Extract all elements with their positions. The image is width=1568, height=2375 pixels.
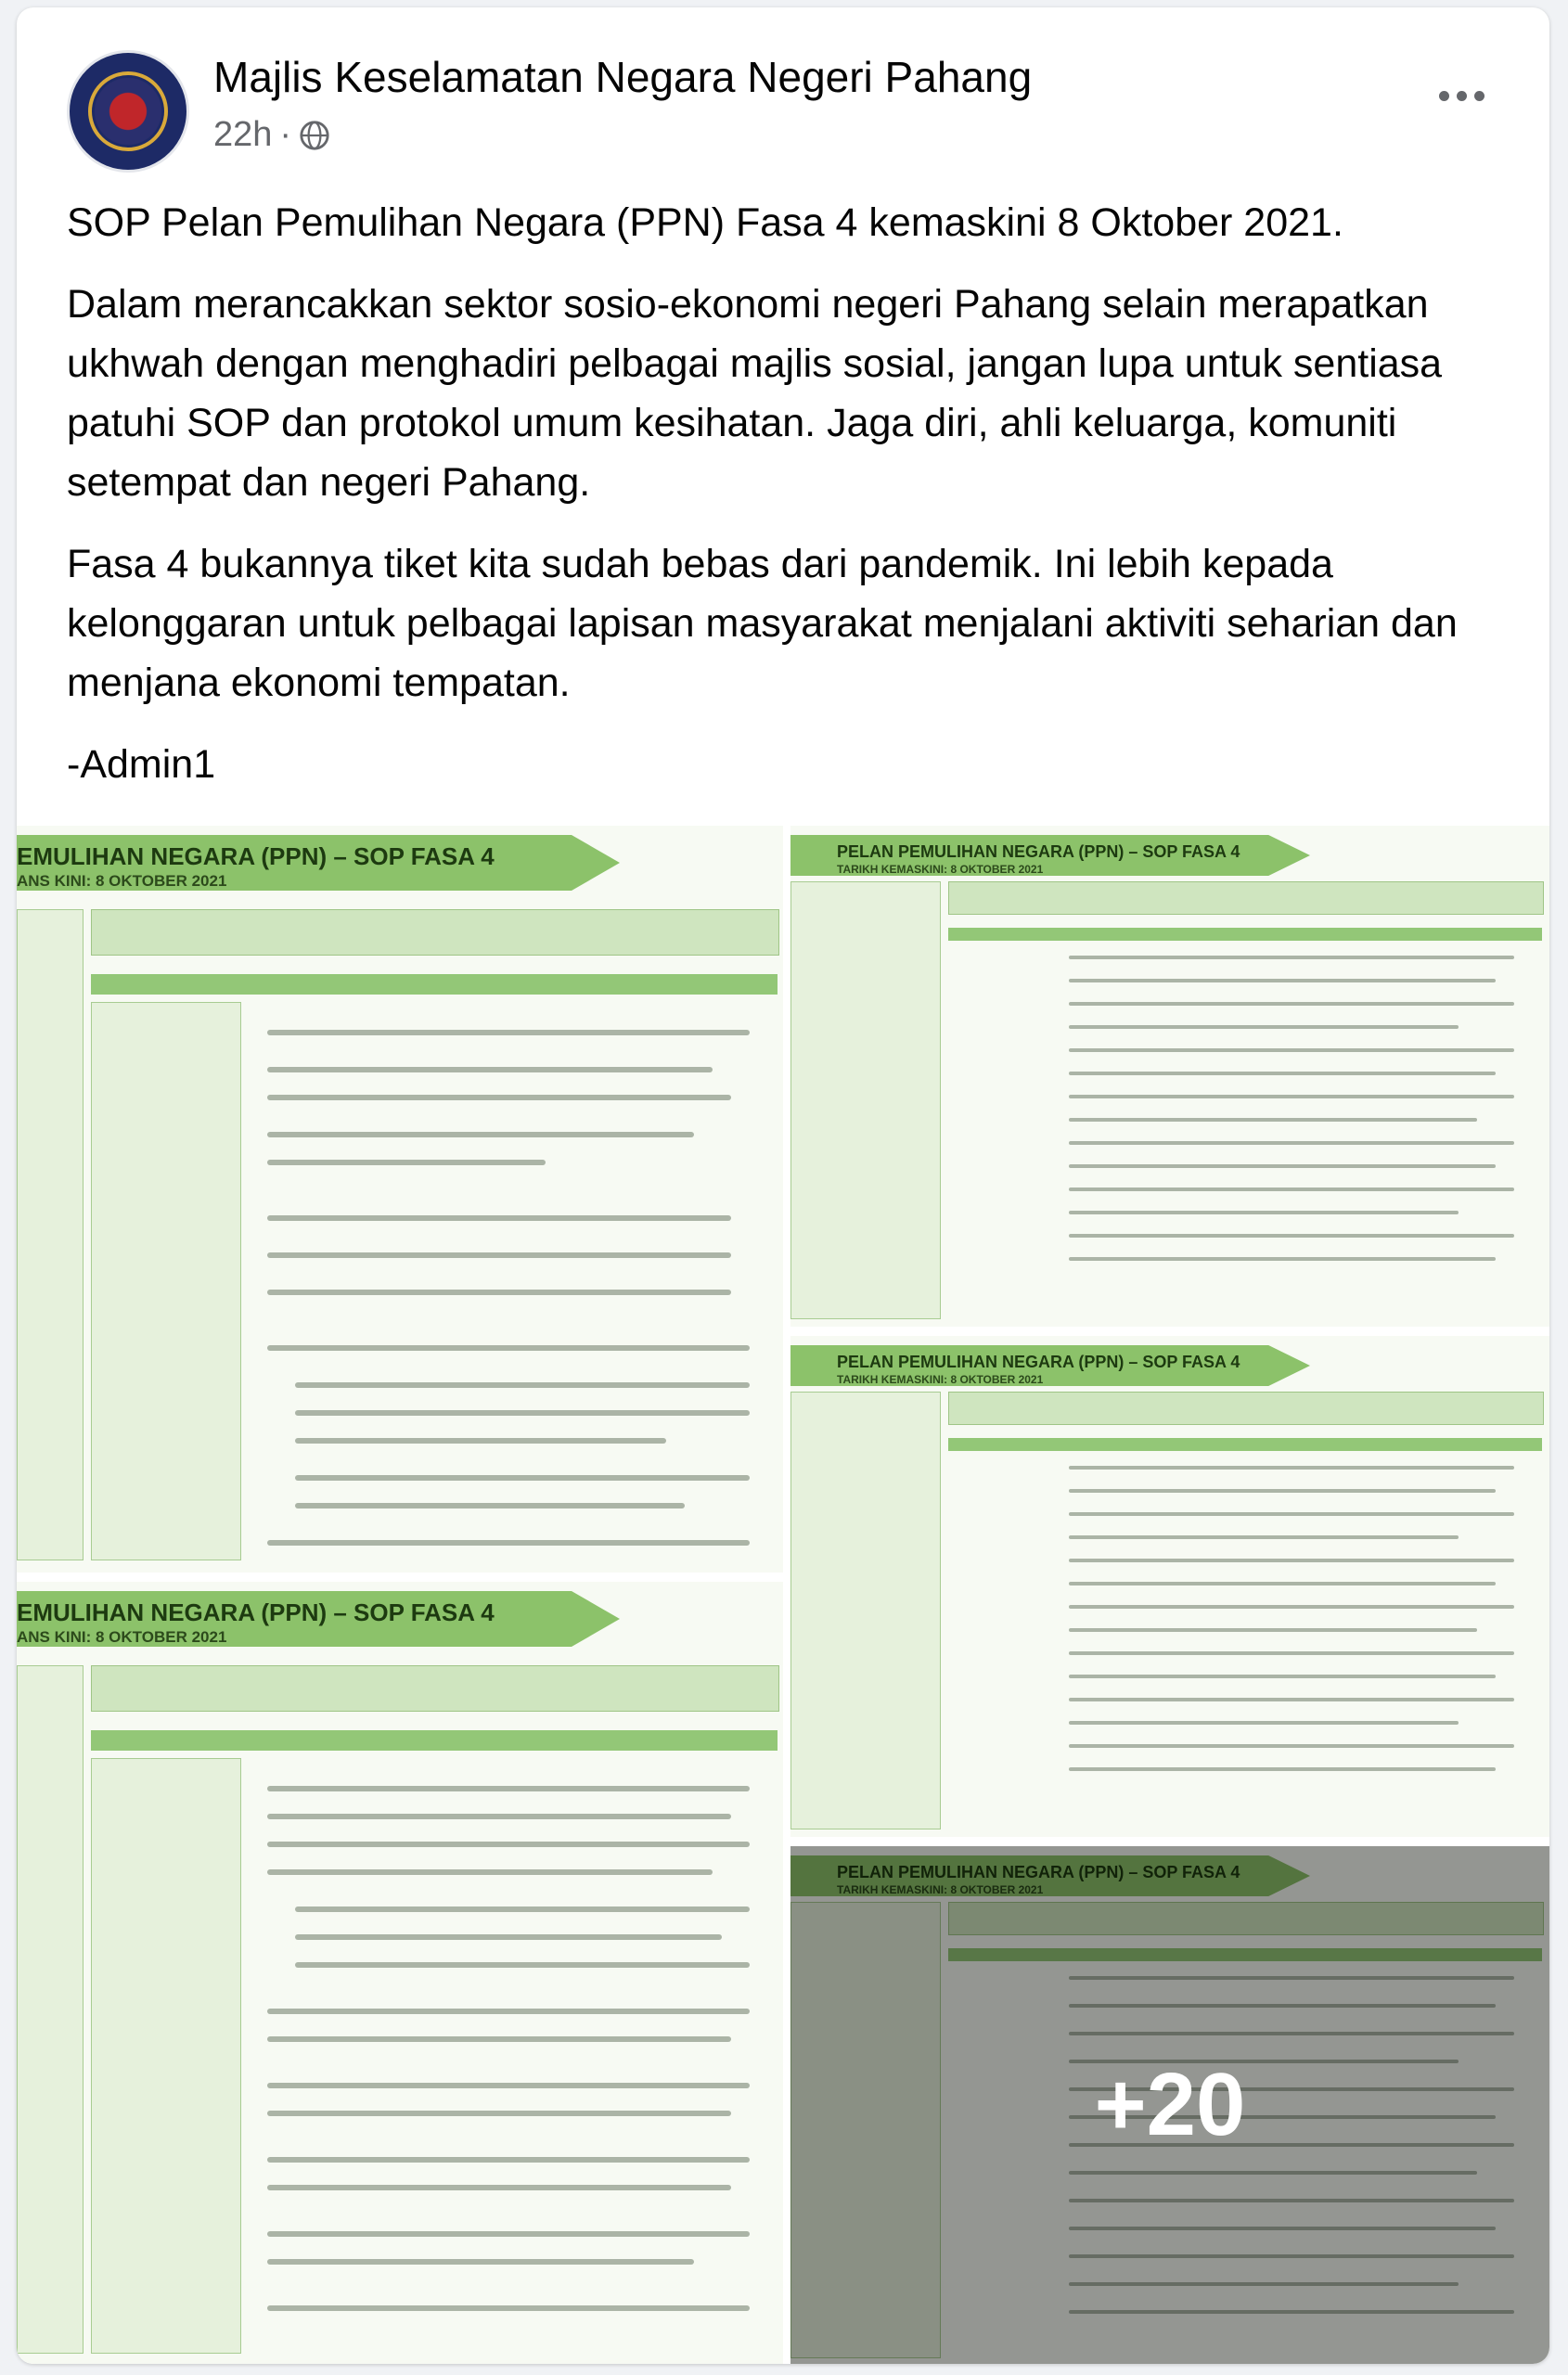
doc-line [267, 2157, 750, 2163]
doc-line [267, 2231, 750, 2237]
doc-line [1069, 1048, 1514, 1052]
doc-subtitle: ANS KINI: 8 OKTOBER 2021 [17, 1628, 227, 1646]
doc-subtitle: TARIKH KEMASKINI: 8 OKTOBER 2021 [837, 1373, 1044, 1386]
doc-line [1069, 1257, 1496, 1261]
doc-line [267, 1842, 750, 1847]
doc-line [295, 1475, 750, 1481]
post-header [67, 43, 1512, 182]
doc-line [1069, 1512, 1514, 1516]
doc-line [295, 1934, 722, 1940]
doc-line [267, 1869, 713, 1875]
doc-line [267, 1814, 731, 1819]
doc-line [1069, 1141, 1514, 1145]
post-text [67, 193, 1494, 816]
doc-line [1069, 1582, 1496, 1585]
doc-line [267, 2185, 731, 2190]
more-dot [1457, 91, 1467, 101]
doc-line [267, 1160, 546, 1165]
photo-3[interactable] [790, 826, 1549, 1327]
doc-line [1069, 956, 1514, 959]
doc-line [267, 2036, 731, 2042]
page-avatar[interactable] [67, 50, 189, 173]
doc-green-row [948, 928, 1542, 941]
doc-line [267, 1252, 731, 1258]
doc-title: PELAN PEMULIHAN NEGARA (PPN) – SOP FASA 4 [837, 1863, 1240, 1881]
more-photos-count: +20 [1094, 2055, 1246, 2154]
doc-line [295, 1906, 750, 1912]
photo-2[interactable] [17, 1582, 783, 2364]
doc-line [1069, 1234, 1514, 1238]
doc-title: EMULIHAN NEGARA (PPN) – SOP FASA 4 [17, 842, 495, 870]
doc-green-row [91, 1730, 778, 1751]
doc-line [267, 2083, 750, 2088]
logo-ring [88, 71, 168, 151]
doc-line [267, 1067, 713, 1072]
doc-line [267, 2009, 750, 2014]
doc-title: PELAN PEMULIHAN NEGARA (PPN) – SOP FASA 4 [837, 842, 1240, 861]
more-options-icon [1439, 91, 1449, 101]
doc-line [1069, 1002, 1514, 1006]
doc-line [267, 1095, 731, 1100]
doc-line [267, 1540, 750, 1546]
doc-line [295, 1382, 750, 1388]
doc-line [267, 1345, 750, 1351]
sop-document-image [790, 1336, 1549, 1837]
doc-left-col [17, 1665, 84, 2354]
doc-line [1069, 1605, 1514, 1609]
more-dot [1474, 91, 1484, 101]
sop-document-image [790, 826, 1549, 1327]
doc-line [267, 1290, 731, 1295]
doc-left-col [790, 1392, 941, 1829]
doc-green-row [91, 974, 778, 995]
photo-grid [17, 826, 1549, 2364]
doc-title: EMULIHAN NEGARA (PPN) – SOP FASA 4 [17, 1598, 495, 1626]
page-name-link[interactable]: Majlis Keselamatan Negara Negeri Pahang [213, 53, 1033, 101]
doc-subtitle: TARIKH KEMASKINI: 8 OKTOBER 2021 [837, 863, 1044, 876]
doc-line [1069, 1675, 1496, 1678]
more-options-button[interactable] [1429, 63, 1494, 128]
doc-line [1069, 1489, 1496, 1493]
post-paragraph: Fasa 4 bukannya tiket kita sudah bebas dari pandemik. Ini lebih kepada kelonggaran untuk pelbagai lapisan masyarakat menjalani aktiviti seharian dan menjana ekonomi tempatan. [67, 542, 1458, 705]
doc-line [1069, 1164, 1496, 1168]
doc-line [295, 1438, 666, 1444]
doc-line [1069, 1698, 1514, 1701]
photo-1[interactable] [17, 826, 783, 1573]
doc-left-col [790, 881, 941, 1319]
doc-line [267, 1215, 731, 1221]
doc-title: PELAN PEMULIHAN NEGARA (PPN) – SOP FASA 4 [837, 1353, 1240, 1371]
post-time-link[interactable]: 22h [213, 115, 273, 154]
doc-green-row [948, 1438, 1542, 1451]
post-card [17, 7, 1549, 2364]
doc-line [1069, 1651, 1514, 1655]
post-signature: -Admin1 [67, 742, 216, 787]
doc-subtitle: ANS KINI: 8 OKTOBER 2021 [17, 872, 227, 890]
doc-line [1069, 1744, 1514, 1748]
photo-5-more[interactable] [790, 1846, 1549, 2364]
doc-header-row [948, 1392, 1544, 1425]
doc-line [1069, 1211, 1459, 1214]
doc-line [1069, 1025, 1459, 1029]
post-paragraph: Dalam merancakkan sektor sosio-ekonomi negeri Pahang selain merapatkan ukhwah dengan menghadiri pelbagai majlis sosial, jangan lupa untuk sentiasa patuhi SOP dan protokol umum kesihatan. Jaga diri, ahli keluarga, komuniti setempat dan negeri Pahang. [67, 282, 1443, 505]
doc-line [1069, 1118, 1477, 1122]
doc-line [1069, 1767, 1496, 1771]
doc-header-row [948, 881, 1544, 915]
doc-line [1069, 1095, 1514, 1098]
doc-header-row [91, 909, 779, 956]
doc-line [267, 1030, 750, 1035]
photo-4[interactable] [790, 1336, 1549, 1837]
doc-line [267, 2305, 750, 2311]
doc-line [295, 1410, 750, 1416]
more-photos-overlay[interactable] [790, 1846, 1549, 2364]
doc-line [1069, 1535, 1459, 1539]
doc-left-col [17, 909, 84, 1560]
doc-line [267, 1132, 694, 1137]
doc-line [267, 2259, 694, 2265]
doc-subtitle: TARIKH KEMASKINI: 8 OKTOBER 2021 [837, 1883, 1044, 1896]
doc-header-row [91, 1665, 779, 1712]
post-paragraph: SOP Pelan Pemulihan Negara (PPN) Fasa 4 kemaskini 8 Oktober 2021. [67, 200, 1343, 245]
meta-separator: · [279, 115, 292, 154]
doc-line [1069, 1466, 1514, 1470]
doc-line [295, 1962, 750, 1968]
doc-line [1069, 1559, 1514, 1562]
doc-activity-col [91, 1002, 241, 1560]
doc-activity-col [91, 1758, 241, 2354]
globe-icon[interactable] [299, 120, 330, 151]
sop-document-image [17, 826, 783, 1573]
doc-line [1069, 1721, 1459, 1725]
doc-line [1069, 1628, 1477, 1632]
doc-line [1069, 979, 1496, 982]
sop-document-image [17, 1582, 783, 2364]
doc-line [295, 1503, 685, 1508]
doc-line [267, 1786, 750, 1791]
doc-line [1069, 1072, 1496, 1075]
post-meta [213, 115, 330, 155]
doc-line [267, 2111, 731, 2116]
doc-line [1069, 1188, 1514, 1191]
